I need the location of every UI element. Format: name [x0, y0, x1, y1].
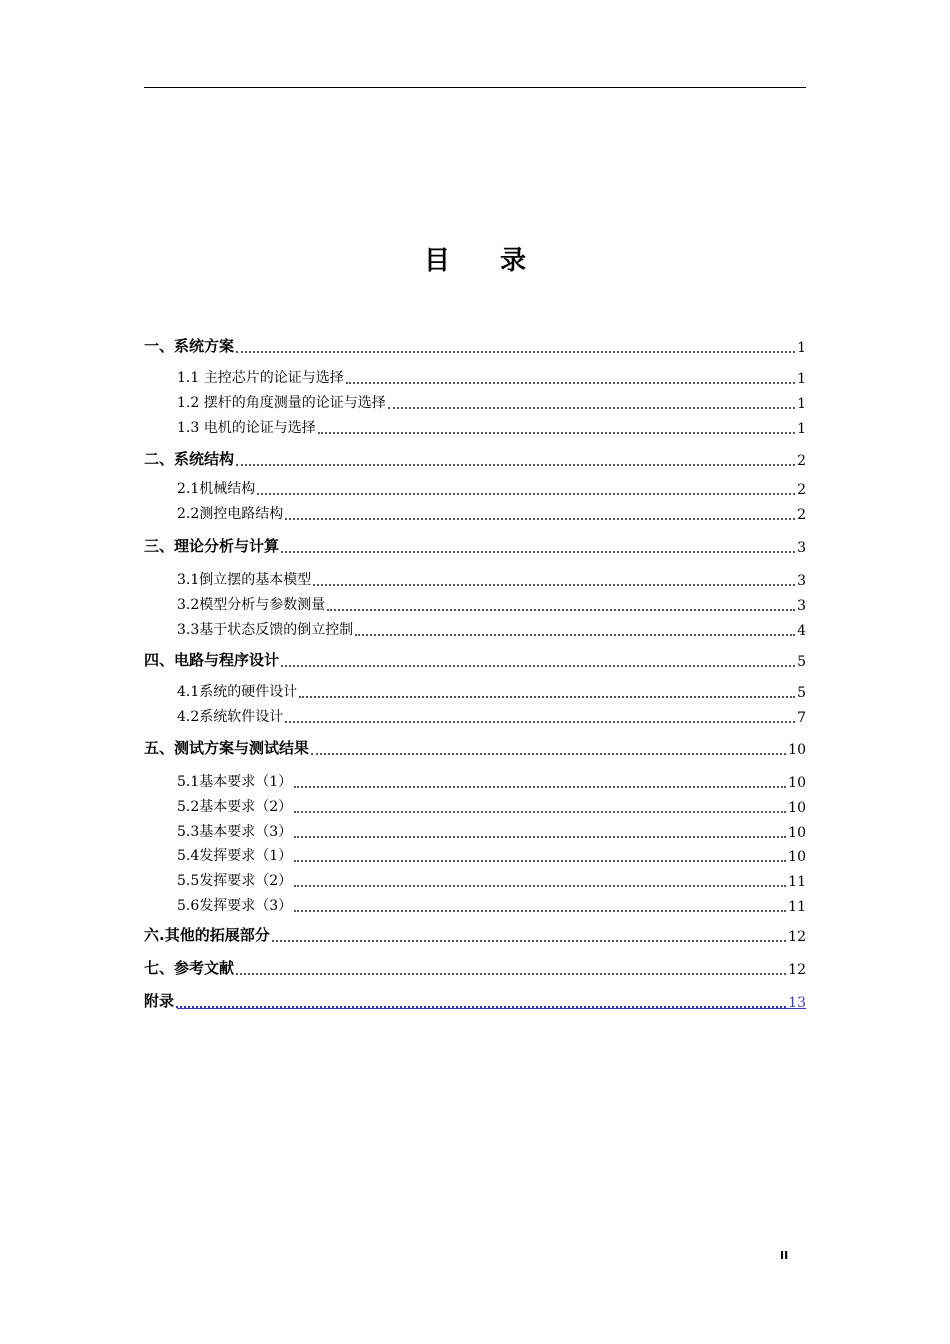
- toc-leader-dots: [281, 551, 795, 553]
- toc-entry-label: 5.3基本要求（3）: [177, 824, 293, 840]
- toc-entry-page: 10: [788, 825, 806, 841]
- toc-leader-dots: [294, 860, 786, 862]
- toc-entry-chapter-2[interactable]: [144, 447, 806, 469]
- toc-entry-section-1-2[interactable]: [144, 390, 806, 412]
- toc-entry-chapter-1[interactable]: [144, 334, 806, 356]
- toc-entry-page: 2: [797, 507, 806, 523]
- toc-leader-dots: [272, 940, 786, 942]
- toc-entry-page: 12: [788, 929, 806, 945]
- toc-entry-label: 2.2测控电路结构: [177, 506, 284, 522]
- toc-leader-dots: [327, 609, 795, 611]
- toc-leader-dots: [355, 634, 795, 636]
- toc-leader-dots: [294, 786, 786, 788]
- toc-entry-section-1-1[interactable]: [144, 365, 806, 387]
- toc-entry-page: 13: [788, 995, 806, 1011]
- toc-entry-page: 11: [788, 874, 806, 890]
- toc-entry-chapter-5[interactable]: [144, 736, 806, 758]
- toc-leader-dots: [236, 351, 795, 353]
- toc-entry-page: 2: [797, 482, 806, 498]
- toc-entry-label: 5.4发挥要求（1）: [177, 848, 293, 864]
- toc-leader-dots: [346, 382, 795, 384]
- toc-entry-section-5-5[interactable]: [144, 868, 806, 890]
- toc-entry-page: 12: [788, 962, 806, 978]
- toc-entry-page: 5: [797, 685, 806, 701]
- toc-leader-dots: [294, 885, 786, 887]
- toc-leader-dots: [285, 721, 795, 723]
- toc-entry-section-5-4[interactable]: [144, 843, 806, 865]
- toc-entry-page: 1: [797, 396, 806, 412]
- toc-leader-dots: [294, 910, 786, 912]
- toc-leader-dots: [236, 464, 795, 466]
- toc-entry-label: 5.6发挥要求（3）: [177, 898, 293, 914]
- toc-leader-dots: [257, 493, 795, 495]
- toc-entry-label: 四、电路与程序设计: [144, 651, 280, 669]
- toc-entry-label: 3.3基于状态反馈的倒立控制: [177, 622, 354, 638]
- toc-entry-chapter-4[interactable]: [144, 648, 806, 670]
- toc-entry-page: 5: [797, 654, 806, 670]
- toc-leader-dots: [299, 696, 795, 698]
- toc-entry-section-4-1[interactable]: [144, 679, 806, 701]
- toc-entry-page: 1: [797, 340, 806, 356]
- header-rule: [144, 87, 806, 88]
- toc-entry-label: 2.1机械结构: [177, 481, 256, 497]
- toc-entry-label: 5.2基本要求（2）: [177, 799, 293, 815]
- toc-entry-page: 10: [788, 849, 806, 865]
- toc-entry-page: 3: [797, 573, 806, 589]
- footer-page-number: II: [780, 1249, 789, 1262]
- toc-entry-appendix-link[interactable]: [144, 989, 806, 1011]
- toc-entry-section-3-1[interactable]: [144, 567, 806, 589]
- toc-entry-label: 3.2模型分析与参数测量: [177, 597, 326, 613]
- toc-entry-page: 10: [788, 775, 806, 791]
- toc-leader-dots: [388, 407, 795, 409]
- toc-entry-chapter-7[interactable]: [144, 956, 806, 978]
- toc-entry-section-5-1[interactable]: [144, 769, 806, 791]
- toc-leader-dots: [294, 836, 786, 838]
- toc-entry-section-2-2[interactable]: [144, 501, 806, 523]
- toc-leader-dots: [294, 811, 786, 813]
- toc-entry-label: 1.2 摆杆的角度测量的论证与选择: [177, 395, 386, 411]
- toc-entry-section-5-6[interactable]: [144, 893, 806, 915]
- toc-entry-label: 5.1基本要求（1）: [177, 774, 293, 790]
- toc-entry-section-5-2[interactable]: [144, 794, 806, 816]
- toc-entry-page: 11: [788, 899, 806, 915]
- toc-entry-page: 1: [797, 371, 806, 387]
- toc-entry-label: 五、测试方案与测试结果: [144, 739, 310, 757]
- toc-entry-chapter-6[interactable]: [144, 923, 806, 945]
- toc-leader-dots: [311, 753, 786, 755]
- toc-title: [0, 240, 950, 277]
- toc-entry-label: 六.其他的拓展部分: [144, 926, 270, 944]
- toc-entry-section-1-3[interactable]: [144, 415, 806, 437]
- toc-title-char-2: 录: [500, 246, 527, 276]
- toc-entry-page: 4: [797, 623, 806, 639]
- toc-entry-label: 3.1倒立摆的基本模型: [177, 572, 312, 588]
- toc-entry-label: 4.1系统的硬件设计: [177, 684, 298, 700]
- toc-leader-dots: [236, 973, 786, 975]
- toc-entry-label: 一、系统方案: [144, 337, 235, 355]
- toc-entry-label: 1.1 主控芯片的论证与选择: [177, 370, 344, 386]
- toc-entry-label: 1.3 电机的论证与选择: [177, 420, 316, 436]
- toc-entry-section-4-2[interactable]: [144, 704, 806, 726]
- toc-entry-label: 三、理论分析与计算: [144, 537, 280, 555]
- toc-entry-page: 10: [788, 800, 806, 816]
- toc-entry-label: 二、系统结构: [144, 450, 235, 468]
- toc-entry-section-3-2[interactable]: [144, 592, 806, 614]
- toc-leader-dots: [313, 584, 795, 586]
- toc-leader-dots: [285, 518, 795, 520]
- toc-entry-page: 7: [797, 710, 806, 726]
- toc-entry-section-2-1[interactable]: [144, 476, 806, 498]
- toc-leader-dots: [281, 665, 795, 667]
- toc-title-char-1: 目: [423, 246, 450, 276]
- toc-entry-page: 2: [797, 453, 806, 469]
- toc-entry-label: 七、参考文献: [144, 959, 235, 977]
- toc-leader-dots: [318, 432, 795, 434]
- toc-entry-page: 10: [788, 742, 806, 758]
- toc-entry-chapter-3[interactable]: [144, 534, 806, 556]
- toc-entry-page: 3: [797, 598, 806, 614]
- toc-entry-label: 5.5发挥要求（2）: [177, 873, 293, 889]
- toc-entry-page: 1: [797, 421, 806, 437]
- hyperlink-underline: [177, 1008, 806, 1009]
- toc-entry-label: 4.2系统软件设计: [177, 709, 284, 725]
- toc-entry-page: 3: [797, 540, 806, 556]
- toc-entry-section-3-3[interactable]: [144, 617, 806, 639]
- toc-entry-label: 附录: [144, 992, 175, 1010]
- toc-entry-section-5-3[interactable]: [144, 819, 806, 841]
